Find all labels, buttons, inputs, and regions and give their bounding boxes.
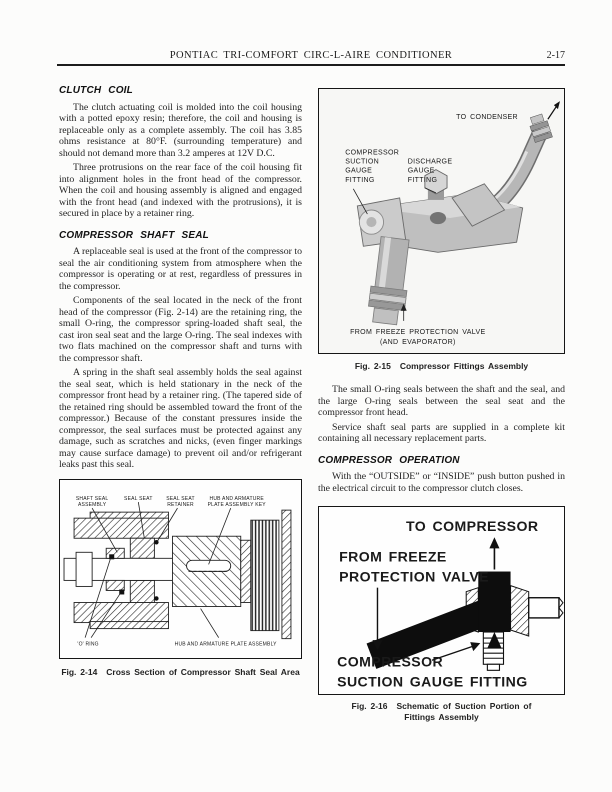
label-discharge-fitting-3: FITTING <box>407 176 438 184</box>
section-heading-clutch-coil: CLUTCH COIL <box>59 85 133 96</box>
label-from-valve-2: (AND EVAPORATOR) <box>379 339 456 347</box>
label-hub-key-2: PLATE ASSEMBLY KEY <box>207 501 266 508</box>
section-heading-compressor-operation: COMPRESSOR OPERATION <box>318 454 460 466</box>
figure-2-15-title: Compressor Fittings Assembly <box>399 361 529 372</box>
right-column <box>318 85 565 723</box>
compressor-housing <box>64 510 291 639</box>
label-suction-fitting: COMPRESSOR <box>345 149 400 157</box>
label-suction-fitting-2: SUCTION <box>345 158 380 166</box>
figure-2-16-title: Schematic of Suction Portion of <box>396 700 532 711</box>
label-discharge-fitting: DISCHARGE <box>407 158 453 166</box>
left-column <box>59 85 302 678</box>
label-to-condenser: TO CONDENSER <box>456 114 518 122</box>
label-seal-seat-retainer-2: RETAINER <box>167 501 194 508</box>
label-discharge-fitting-2: GAUGE <box>407 167 435 175</box>
page-title: PONTIAC TRI-COMFORT CIRC-L-AIRE CONDITIONER <box>169 50 453 61</box>
paragraph-clutch-coil-1: The clutch actuating coil is molded into the coil housing with a potted epoxy resin; therefore, the coil and housing is replaceable only as a complete assembly. The coil has 3.85 ohms resistance at 80°F. (surrounding temperature) and should not demand more than 3.2 amperes at 12V D.C. <box>59 101 302 159</box>
label-suction-fitting-4: FITTING <box>345 176 375 184</box>
paragraph-service-kit: Service shaft seal parts are supplied in a complete kit containing all necessary replacement parts. <box>318 421 565 445</box>
header-rule <box>57 64 565 66</box>
figure-2-15-number: Fig. 2-15 <box>354 361 391 372</box>
paragraph-clutch-coil-2: Three protrusions on the rear face of the coil housing fit into alignment holes in the front head of the compressor. When the coil and housing assembly is aligned and engaged with the front head (and indexed with the protrusions), it is secured in place by a retainer ring. <box>59 162 302 219</box>
label-from-valve: FROM FREEZE PROTECTION VALVE <box>350 328 486 336</box>
label-seal-seat: SEAL SEAT <box>124 495 153 502</box>
horizontal-pipe <box>529 598 563 618</box>
fittings-assembly-photo <box>319 89 564 353</box>
label-shaft-seal-assembly-2: ASSEMBLY <box>77 501 107 508</box>
paragraph-shaft-seal-3: A spring in the shaft seal assembly holds the seal against the seal seat, which is held stationary in the neck of the compressor front head by a retainer ring. (The tapered side of the retained ring should be assembled toward the front of the compressor.) Because of the constant pressures inside the compressor, the seal surfaces must be protected against any damage, such as scratches and nicks, (even finger markings may cause surface damage) to prevent oil and/or refrigerant leaks past this seal. <box>59 367 302 470</box>
section-heading-compressor-shaft-seal: COMPRESSOR SHAFT SEAL <box>59 229 209 241</box>
figure-2-14-title: Cross Section of Compressor Shaft Seal Area <box>106 667 300 678</box>
page-header <box>57 50 565 64</box>
label-hub-key: HUB AND ARMATURE <box>209 495 264 502</box>
label-compressor-suction: COMPRESSOR <box>337 653 444 670</box>
label-o-ring: 'O' RING <box>77 641 99 648</box>
suction-schematic-drawing <box>319 507 564 694</box>
paragraph-operation-1: With the “OUTSIDE” or “INSIDE” push button pushed in the electrical circuit to the compressor clutch closes. <box>318 471 565 494</box>
figure-2-16 <box>318 506 565 695</box>
figure-2-14-number: Fig. 2-14 <box>61 667 98 678</box>
figure-2-15 <box>318 88 565 354</box>
label-shaft-seal-assembly: SHAFT SEAL <box>75 495 109 502</box>
label-hub-assembly: HUB AND ARMATURE PLATE ASSEMBLY <box>174 641 277 648</box>
label-from-freeze-2: PROTECTION VALVE <box>339 568 490 585</box>
paragraph-shaft-seal-1: A replaceable seal is used at the front of the compressor to seal the air conditioning system from atmosphere when the compressor is operating or at rest, regardless of pressures in the compressor. <box>59 246 302 292</box>
figure-2-14 <box>59 479 302 660</box>
label-from-freeze: FROM FREEZE <box>339 548 447 565</box>
label-suction-fitting-3: GAUGE <box>345 167 373 175</box>
label-seal-seat-retainer: SEAL SEAT <box>166 495 195 502</box>
label-compressor-suction-2: SUCTION GAUGE FITTING <box>337 673 528 690</box>
cross-section-drawing <box>60 480 301 659</box>
figure-2-14-caption <box>59 667 302 678</box>
figure-2-16-caption <box>318 701 565 723</box>
paragraph-oring-seals: The small O-ring seals between the shaft and the seal, and the large O-ring seals between the seal seat and the compressor front head. <box>318 384 565 419</box>
page-number: 2-17 <box>546 50 565 61</box>
label-to-compressor: TO COMPRESSOR <box>406 518 539 535</box>
figure-2-16-title-2: Fittings Assembly <box>404 711 479 722</box>
paragraph-shaft-seal-2: Components of the seal located in the neck of the front head of the compressor (Fig. 2-14) are the retaining ring, the small O-ring, the compressor spring-loaded shaft seal, the cast iron seal seat and the large O-ring. The seal indexes with two flats machined on the compressor shaft and turns with the compressor shaft. <box>59 295 302 364</box>
figure-2-16-number: Fig. 2-16 <box>351 700 388 711</box>
figure-2-15-caption <box>318 361 565 372</box>
